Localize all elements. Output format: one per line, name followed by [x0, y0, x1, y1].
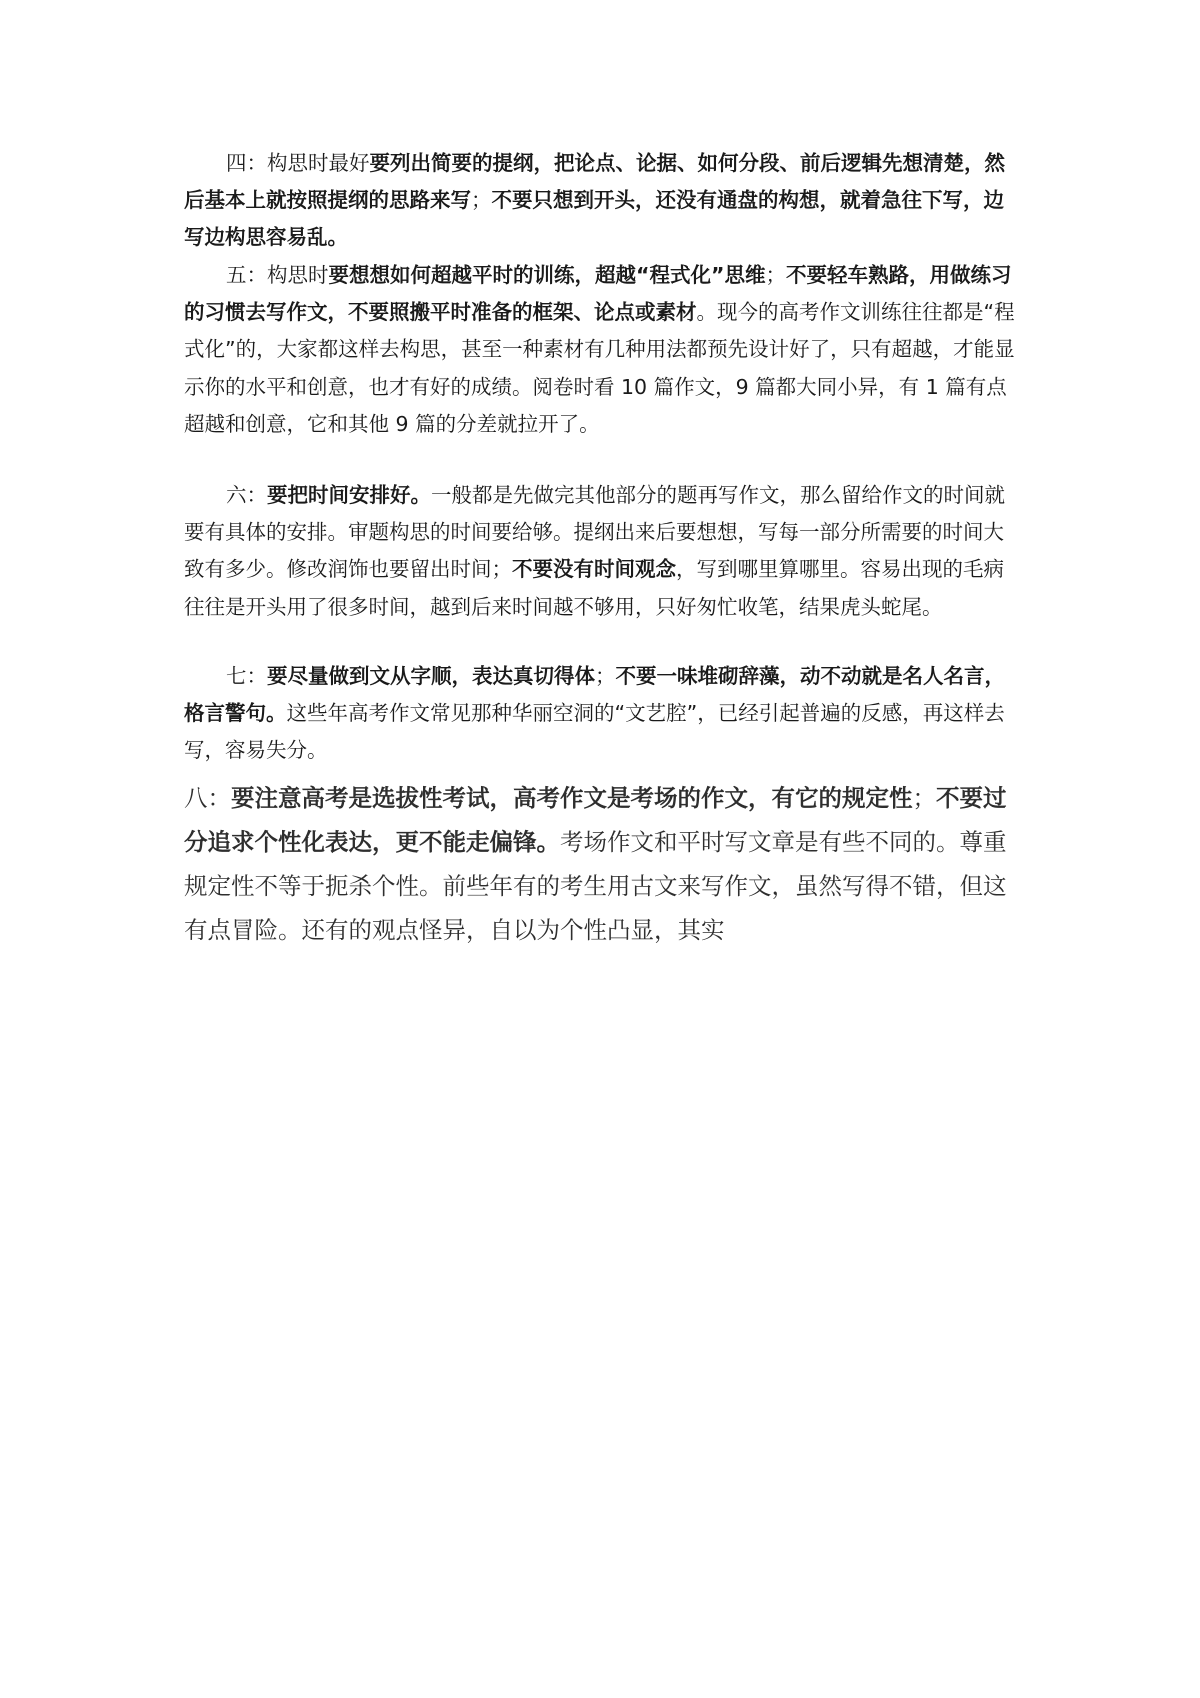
- text-run: 八：: [184, 784, 231, 812]
- paragraph-eight: [184, 776, 1024, 952]
- bold-text-run: 不要过分追求个性化表达，更不能走偏锋。: [184, 784, 1007, 856]
- bold-text-run: 不要一味堆砌辞藻，动不动就是名人名言，格言警句。: [184, 664, 1005, 726]
- bold-text-run: 不要轻车熟路，用做练习的习惯去写作文，不要照搬平时准备的框架、论点或素材: [184, 263, 1012, 325]
- paragraph-seven: [184, 658, 1024, 770]
- bold-text-run: 不要没有时间观念: [512, 557, 676, 582]
- bold-text-run: 要尽量做到文从字顺，表达真切得体: [267, 664, 595, 688]
- paragraph-six: [184, 477, 1024, 626]
- text-run: 。现今的高考作文训练往往都是“程式化”的，大家都这样去构思，甚至一种素材有几种用法都预先设计好了，只有超越，才能显示你的水平和创意，也才有好的成绩。阅卷时看 10 篇作文，9 篇都大同小异，有 1 篇有点超越和创意，它和其他 9 篇的分差就拉开了。: [184, 300, 1015, 436]
- text-run: ；: [595, 664, 616, 688]
- bold-text-run: 要注意高考是选拔性考试，高考作文是考场的作文，有它的规定性: [231, 784, 913, 812]
- paragraph-four: [184, 145, 1024, 257]
- text-run: 七：: [226, 664, 267, 688]
- text-run: ，写到哪里算哪里。容易出现的毛病往往是开头用了很多时间，越到后来时间越不够用，只好匆忙收笔，结果虎头蛇尾。: [184, 557, 1004, 619]
- text-run: 四：构思时最好: [226, 151, 370, 175]
- bold-text-run: 要想想如何超越平时的训练，超越“程式化”思维: [328, 263, 766, 287]
- text-run: 五：构思时: [226, 263, 329, 287]
- bold-text-run: 要列出简要的提纲，把论点、论据、如何分段、前后逻辑先想清楚，然后基本上就按照提纲的思路来写: [184, 151, 1005, 213]
- text-run: 六：: [226, 483, 267, 507]
- bold-text-run: 要把时间安排好。: [267, 483, 431, 507]
- text-run: ；: [471, 188, 492, 213]
- text-run: 一般都是先做完其他部分的题再写作文，那么留给作文的时间就要有具体的安排。审题构思的时间要给够。提纲出来后要想想，写每一部分所需要的时间大致有多少。修改润饰也要留出时间；: [184, 483, 1005, 582]
- bold-text-run: 不要只想到开头，还没有通盘的构想，就着急往下写，边写边构思容易乱。: [184, 188, 1004, 250]
- text-run: 这些年高考作文常见那种华丽空洞的“文艺腔”，已经引起普遍的反感，再这样去写，容易失分。: [184, 701, 1005, 763]
- text-run: ；: [912, 784, 936, 812]
- paragraph-five: [184, 257, 1024, 443]
- text-run: ；: [765, 263, 786, 287]
- text-run: 考场作文和平时写文章是有些不同的。尊重规定性不等于扼杀个性。前些年有的考生用古文来写作文，虽然写得不错，但这有点冒险。还有的观点怪异，自以为个性凸显，其实: [184, 828, 1007, 944]
